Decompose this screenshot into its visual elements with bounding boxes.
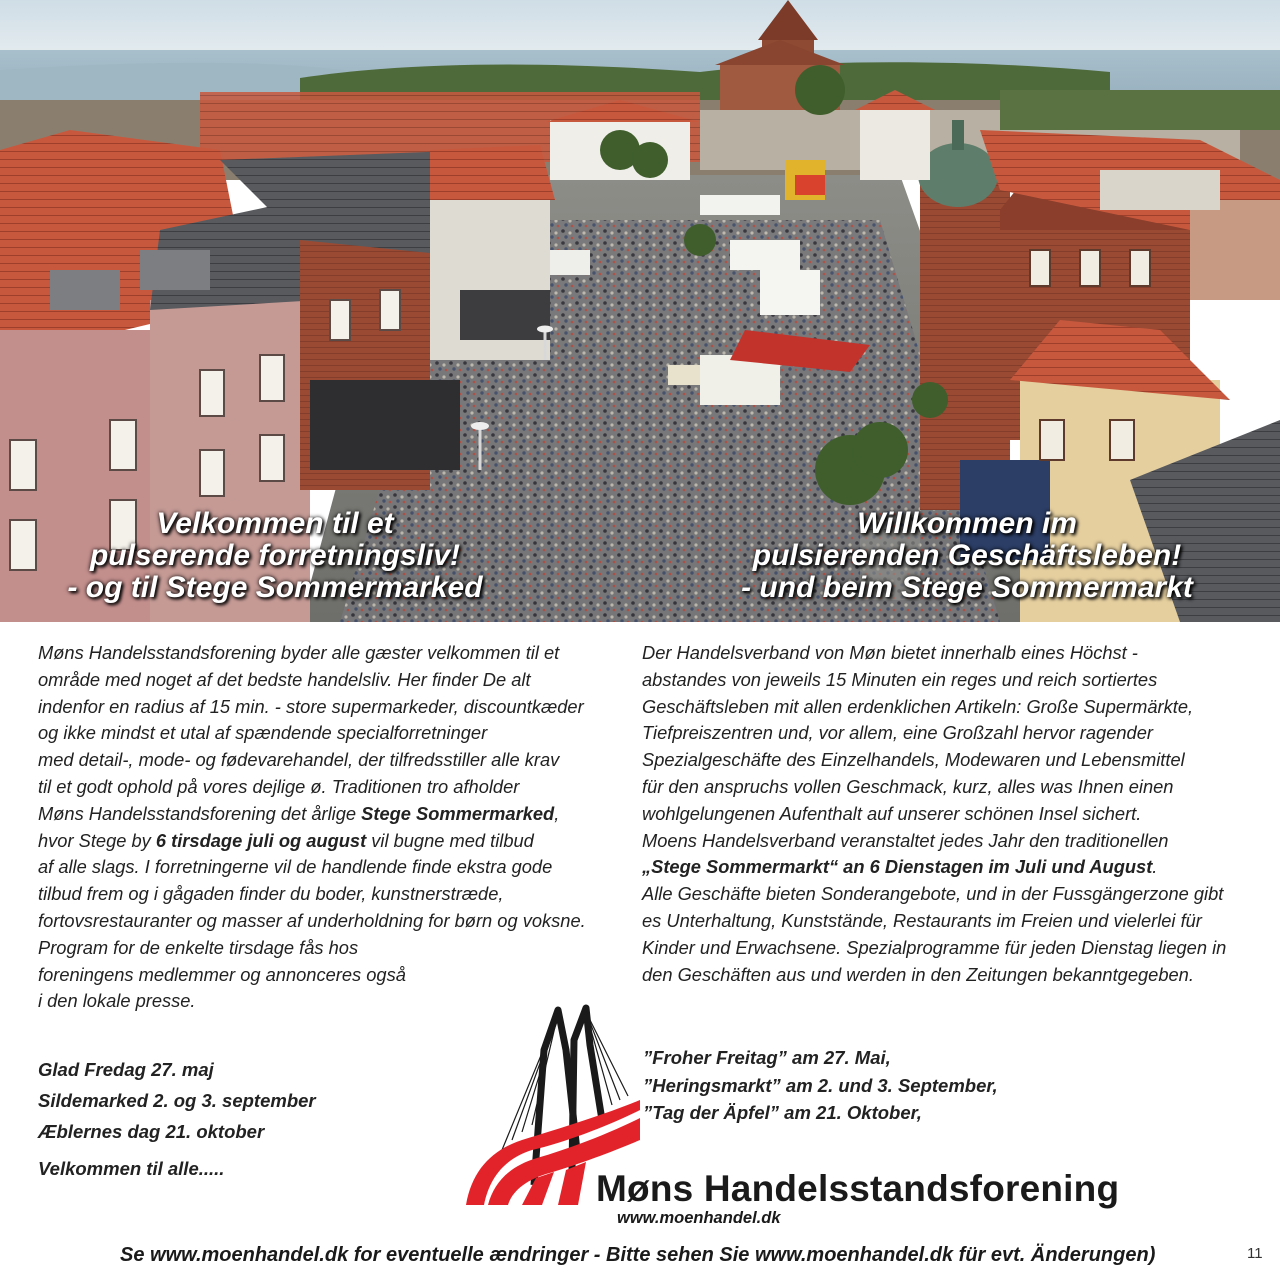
- organization-url[interactable]: www.moenhandel.dk: [617, 1209, 781, 1227]
- text-line: Kinder und Erwachsene. Spezialprogramme für jeden Dienstag liegen in: [642, 936, 1227, 958]
- text-line: og ikke mindst et utal af spændende specialforretninger: [38, 722, 488, 744]
- event-item: Æblernes dag 21. oktober: [38, 1121, 265, 1142]
- text-line: abstandes von jeweils 15 Minuten ein reges und reich sortiertes: [642, 668, 1158, 690]
- event-item: ”Heringsmarkt” am 2. und 3. September,: [643, 1074, 998, 1096]
- text-line: [38, 828, 608, 855]
- hero-title-da-line: Velkommen til et: [156, 507, 394, 540]
- text-line: Moens Handelsverband veranstaltet jedes Jahr den traditionellen: [642, 829, 1169, 851]
- text-line: [642, 854, 1242, 881]
- hero-title-da-line: - og til Stege Sommermarked: [67, 571, 483, 604]
- text-line: Spezialgeschäfte des Einzelhandels, Modewaren und Lebensmittel: [642, 749, 1185, 771]
- text-line: med detail-, mode- og fødevarehandel, der tilfredsstiller alle krav: [38, 749, 560, 771]
- text-fragment: .: [1152, 856, 1158, 878]
- text-line: område med noget af det bedste handelsliv. Her finder De alt: [38, 668, 531, 690]
- text-line: i den lokale presse.: [38, 990, 196, 1012]
- event-item: ”Tag der Äpfel” am 21. Oktober,: [643, 1102, 922, 1123]
- organization-name: Møns Handelsstandsforening: [596, 1168, 1120, 1209]
- text-line: fortovsrestauranter og masser af underholdning for børn og voksne.: [38, 909, 586, 931]
- event-item: ”Froher Freitag” am 27. Mai,: [643, 1047, 891, 1068]
- hero-photo: [0, 0, 1280, 622]
- hero-title-german: [722, 508, 1212, 604]
- text-line: für den anspruchs vollen Geschmack, kurz, alles was Ihnen einen: [642, 775, 1174, 797]
- german-text-column: [642, 640, 1242, 988]
- text-fragment: Møns Handelsstandsforening det årlige: [38, 802, 362, 824]
- text-line: Møns Handelsstandsforening byder alle gæster velkommen til et: [38, 642, 560, 663]
- text-line: Geschäftsleben mit allen erdenklichen Artikeln: Große Supermärkte,: [642, 695, 1194, 717]
- hero-title-de-line: pulsierenden Geschäftsleben!: [752, 539, 1182, 572]
- hero-title-da-line: pulserende forretningsliv!: [89, 539, 461, 572]
- text-line: til et godt ophold på vores dejlige ø. Traditionen tro afholder: [38, 775, 520, 797]
- text-line: es Unterhaltung, Kunststände, Restaurants im Freien und vielerlei für: [642, 909, 1202, 931]
- text-line: foreningens medlemmer og annonceres også: [38, 963, 406, 985]
- danish-text-column: [38, 640, 608, 1015]
- footer-note: Se www.moenhandel.dk for eventuelle ændringer - Bitte sehen Sie www.moenhandel.dk für evt. Änderungen): [120, 1244, 1156, 1266]
- event-item: Sildemarked 2. og 3. september: [38, 1090, 316, 1111]
- event-dates-bold: 6 tirsdage juli og august: [155, 829, 367, 851]
- text-fragment: hvor Stege by: [38, 829, 156, 851]
- text-line: Program for de enkelte tirsdage fås hos: [38, 936, 359, 958]
- text-line: indenfor en radius af 15 min. - store supermarkeder, discountkæder: [38, 695, 584, 717]
- event-name-bold: Stege Sommermarked: [361, 802, 555, 824]
- text-fragment: vil bugne med tilbud: [366, 829, 534, 851]
- danish-events-list: [38, 1054, 316, 1147]
- hero-title-de-line: Willkommen im: [857, 507, 1077, 540]
- german-events-list: [643, 1044, 998, 1127]
- text-line: tilbud frem og i gågaden finder du boder, kunstnerstræde,: [38, 883, 504, 905]
- event-item: Glad Fredag 27. maj: [38, 1059, 214, 1080]
- text-fragment: ,: [554, 802, 560, 824]
- welcome-text: Velkommen til alle.....: [38, 1158, 225, 1179]
- hero-title-de-line: - und beim Stege Sommermarkt: [741, 571, 1193, 604]
- text-line: af alle slags. I forretningerne vil de handlende finde ekstra gode: [38, 856, 553, 878]
- text-line: [38, 801, 608, 828]
- text-line: den Geschäften aus und werden in den Zeitungen bekanntgegeben.: [642, 963, 1194, 985]
- text-line: wohlgelungenen Aufenthalt auf unserer schönen Insel sichert.: [642, 802, 1142, 824]
- text-line: Tiefpreiszentren und, vor allem, eine Großzahl hervor ragender: [642, 722, 1153, 744]
- text-line: Alle Geschäfte bieten Sonderangebote, und in der Fussgängerzone gibt: [642, 883, 1224, 905]
- page-number: 11: [1247, 1245, 1263, 1262]
- hero-title-danish: [40, 508, 510, 604]
- text-line: Der Handelsverband von Møn bietet innerhalb eines Höchst -: [642, 642, 1138, 663]
- event-name-bold: „Stege Sommermarkt“ an 6 Dienstagen im Juli und August: [642, 856, 1153, 878]
